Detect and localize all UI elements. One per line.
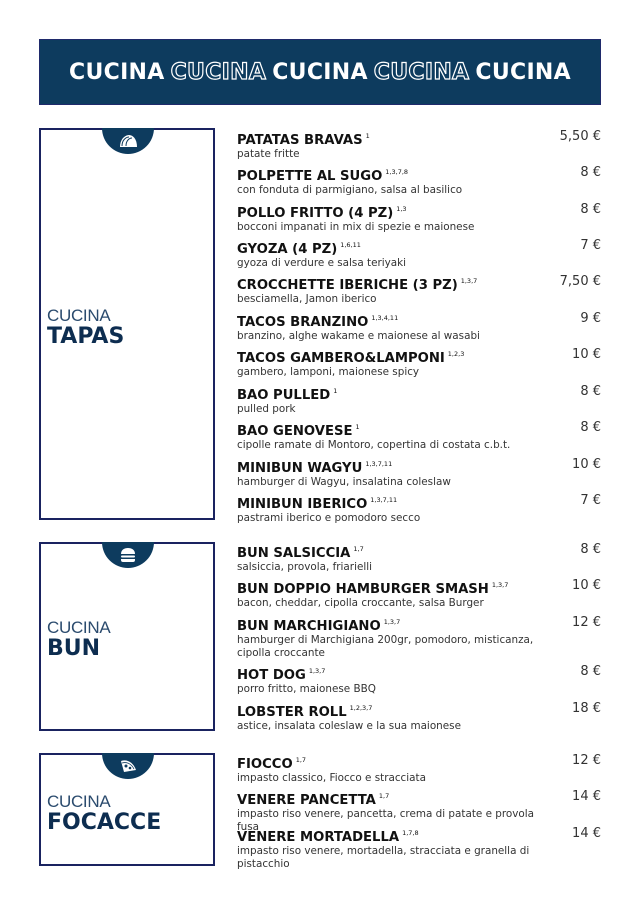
item-description: porro fritto, maionese BBQ bbox=[237, 683, 376, 695]
category-small-label: CUCINA bbox=[47, 618, 111, 637]
item-name-line bbox=[237, 753, 601, 772]
category-label bbox=[47, 793, 161, 835]
pizza-slice-icon bbox=[118, 758, 138, 774]
menu-item bbox=[237, 238, 601, 270]
item-name: BUN MARCHIGIANO bbox=[237, 619, 381, 634]
banner-word-outline: CUCINA bbox=[373, 59, 470, 85]
item-name: FIOCCO bbox=[237, 757, 293, 772]
menu-item bbox=[237, 311, 601, 343]
item-allergens: 1,7 bbox=[378, 792, 390, 800]
item-allergens: 1 bbox=[365, 132, 370, 140]
category-box-tapas bbox=[39, 128, 215, 520]
item-allergens: 1,7,8 bbox=[402, 829, 419, 837]
banner-word: CUCINA bbox=[272, 59, 368, 85]
item-price: 10 € bbox=[572, 578, 601, 593]
menu-item bbox=[237, 384, 601, 416]
menu-items bbox=[237, 0, 601, 905]
item-name-line bbox=[237, 542, 601, 561]
menu-item bbox=[237, 578, 601, 610]
item-name: BAO PULLED bbox=[237, 388, 331, 403]
item-description: patate fritte bbox=[237, 148, 300, 160]
item-description: hamburger di Wagyu, insalatina coleslaw bbox=[237, 476, 451, 488]
menu-item bbox=[237, 129, 601, 161]
item-name-line bbox=[237, 789, 601, 808]
item-price: 8 € bbox=[580, 420, 601, 435]
category-title: TAPAS bbox=[47, 324, 125, 349]
item-description: cipolle ramate di Montoro, copertina di costata c.b.t. bbox=[237, 439, 511, 451]
item-allergens: 1,2,3 bbox=[447, 350, 465, 358]
category-title: FOCACCE bbox=[47, 810, 162, 835]
item-price: 7 € bbox=[580, 493, 601, 508]
menu-item bbox=[237, 347, 601, 379]
item-allergens: 1,2,3,7 bbox=[349, 704, 373, 712]
menu-item bbox=[237, 753, 601, 785]
item-description: pulled pork bbox=[237, 403, 296, 415]
item-description: impasto riso venere, mortadella, stracciata e granella di pistacchio bbox=[237, 845, 530, 870]
item-price: 10 € bbox=[572, 457, 601, 472]
item-name-line bbox=[237, 129, 601, 148]
item-allergens: 1 bbox=[355, 423, 360, 431]
item-name: PATATAS BRAVAS bbox=[237, 133, 363, 148]
item-name: CROCCHETTE IBERICHE (3 PZ) bbox=[237, 278, 458, 293]
menu-item bbox=[237, 493, 601, 525]
item-name: POLPETTE AL SUGO bbox=[237, 169, 383, 184]
item-description: bacon, cheddar, cipolla croccante, salsa Burger bbox=[237, 597, 484, 609]
item-name: VENERE MORTADELLA bbox=[237, 830, 400, 845]
category-small-label: CUCINA bbox=[47, 792, 111, 811]
item-name-line bbox=[237, 664, 601, 683]
category-badge bbox=[102, 753, 154, 779]
menu-item bbox=[237, 420, 601, 452]
menu-item bbox=[237, 202, 601, 234]
category-label bbox=[47, 619, 110, 661]
item-name-line bbox=[237, 420, 601, 439]
item-allergens: 1,3,7 bbox=[308, 667, 326, 675]
item-name-line bbox=[237, 701, 601, 720]
category-box-bun bbox=[39, 542, 215, 731]
item-name-line bbox=[237, 165, 601, 184]
item-description: hamburger di Marchigiana 200gr, pomodoro, misticanza, cipolla croccante bbox=[237, 634, 534, 659]
item-name: GYOZA (4 PZ) bbox=[237, 242, 338, 257]
item-name-line bbox=[237, 274, 601, 293]
category-box-focacce bbox=[39, 753, 215, 866]
banner-word-outline: CUCINA bbox=[170, 59, 267, 85]
category-label bbox=[47, 307, 124, 349]
menu-item bbox=[237, 701, 601, 733]
item-price: 14 € bbox=[572, 789, 601, 804]
menu-item bbox=[237, 542, 601, 574]
item-name-line bbox=[237, 457, 601, 476]
item-description: con fonduta di parmigiano, salsa al basilico bbox=[237, 184, 463, 196]
item-name: TACOS BRANZINO bbox=[237, 315, 369, 330]
item-price: 8 € bbox=[580, 542, 601, 557]
item-price: 10 € bbox=[572, 347, 601, 362]
item-description: gyoza di verdure e salsa teriyaki bbox=[237, 257, 407, 269]
item-allergens: 1,3,4,11 bbox=[371, 314, 399, 322]
category-small-label: CUCINA bbox=[47, 306, 111, 325]
banner-word: CUCINA bbox=[69, 59, 165, 85]
item-name: BAO GENOVESE bbox=[237, 424, 353, 439]
banner-word: CUCINA bbox=[475, 59, 571, 85]
category-badge bbox=[102, 128, 154, 154]
item-price: 8 € bbox=[580, 165, 601, 180]
menu-item bbox=[237, 615, 601, 660]
item-name-line bbox=[237, 493, 601, 512]
item-allergens: 1,7 bbox=[353, 545, 364, 553]
item-price: 7 € bbox=[580, 238, 601, 253]
menu-item bbox=[237, 664, 601, 696]
item-price: 8 € bbox=[580, 384, 601, 399]
item-allergens: 1,3,7 bbox=[491, 581, 509, 589]
item-name: TACOS GAMBERO&LAMPONI bbox=[237, 351, 445, 366]
item-name-line bbox=[237, 202, 601, 221]
item-description: pastrami iberico e pomodoro secco bbox=[237, 512, 421, 524]
item-price: 12 € bbox=[572, 753, 601, 768]
item-price: 9 € bbox=[580, 311, 601, 326]
category-title: BUN bbox=[47, 636, 101, 661]
menu-item bbox=[237, 826, 601, 871]
item-allergens: 1,3,7,8 bbox=[385, 168, 409, 176]
item-name: BUN SALSICCIA bbox=[237, 546, 351, 561]
menu-item bbox=[237, 457, 601, 489]
item-description: besciamella, Jamon iberico bbox=[237, 293, 377, 305]
item-description: astice, insalata coleslaw e la sua maionese bbox=[237, 720, 461, 732]
item-allergens: 1,7 bbox=[295, 756, 307, 764]
item-name: MINIBUN IBERICO bbox=[237, 497, 368, 512]
burger-icon bbox=[119, 547, 137, 563]
item-name-line bbox=[237, 311, 601, 330]
item-allergens: 1 bbox=[333, 387, 338, 395]
item-price: 18 € bbox=[572, 701, 601, 716]
item-allergens: 1,3,7,11 bbox=[365, 460, 393, 468]
item-description: salsiccia, provola, friarielli bbox=[237, 561, 373, 573]
item-allergens: 1,3 bbox=[396, 205, 407, 213]
item-description: branzino, alghe wakame e maionese al wasabi bbox=[237, 330, 480, 342]
item-name: BUN DOPPIO HAMBURGER SMASH bbox=[237, 582, 489, 597]
item-price: 8 € bbox=[580, 202, 601, 217]
item-name: VENERE PANCETTA bbox=[237, 793, 376, 808]
item-description: gambero, lamponi, maionese spicy bbox=[237, 366, 420, 378]
item-description: impasto riso venere, pancetta, crema di patate e provola fusa bbox=[237, 808, 535, 833]
item-name-line bbox=[237, 615, 601, 634]
item-price: 7,50 € bbox=[559, 274, 601, 289]
item-name-line bbox=[237, 826, 601, 845]
item-allergens: 1,3,7 bbox=[460, 277, 478, 285]
item-name: HOT DOG bbox=[237, 668, 306, 683]
item-description: impasto classico, Fiocco e stracciata bbox=[237, 772, 426, 784]
item-price: 8 € bbox=[580, 664, 601, 679]
item-name-line bbox=[237, 578, 601, 597]
menu-item bbox=[237, 274, 601, 306]
item-name-line bbox=[237, 347, 601, 366]
taco-icon bbox=[117, 133, 139, 149]
item-price: 5,50 € bbox=[559, 129, 601, 144]
item-allergens: 1,3,7,11 bbox=[370, 496, 398, 504]
item-description: bocconi impanati in mix di spezie e maionese bbox=[237, 221, 475, 233]
item-price: 14 € bbox=[572, 826, 601, 841]
category-badge bbox=[102, 542, 154, 568]
item-allergens: 1,6,11 bbox=[340, 241, 361, 249]
item-name: LOBSTER ROLL bbox=[237, 705, 347, 720]
item-name: MINIBUN WAGYU bbox=[237, 461, 363, 476]
item-allergens: 1,3,7 bbox=[383, 618, 401, 626]
item-name-line bbox=[237, 238, 601, 257]
item-name-line bbox=[237, 384, 601, 403]
menu-item bbox=[237, 165, 601, 197]
item-price: 12 € bbox=[572, 615, 601, 630]
item-name: POLLO FRITTO (4 PZ) bbox=[237, 206, 394, 221]
